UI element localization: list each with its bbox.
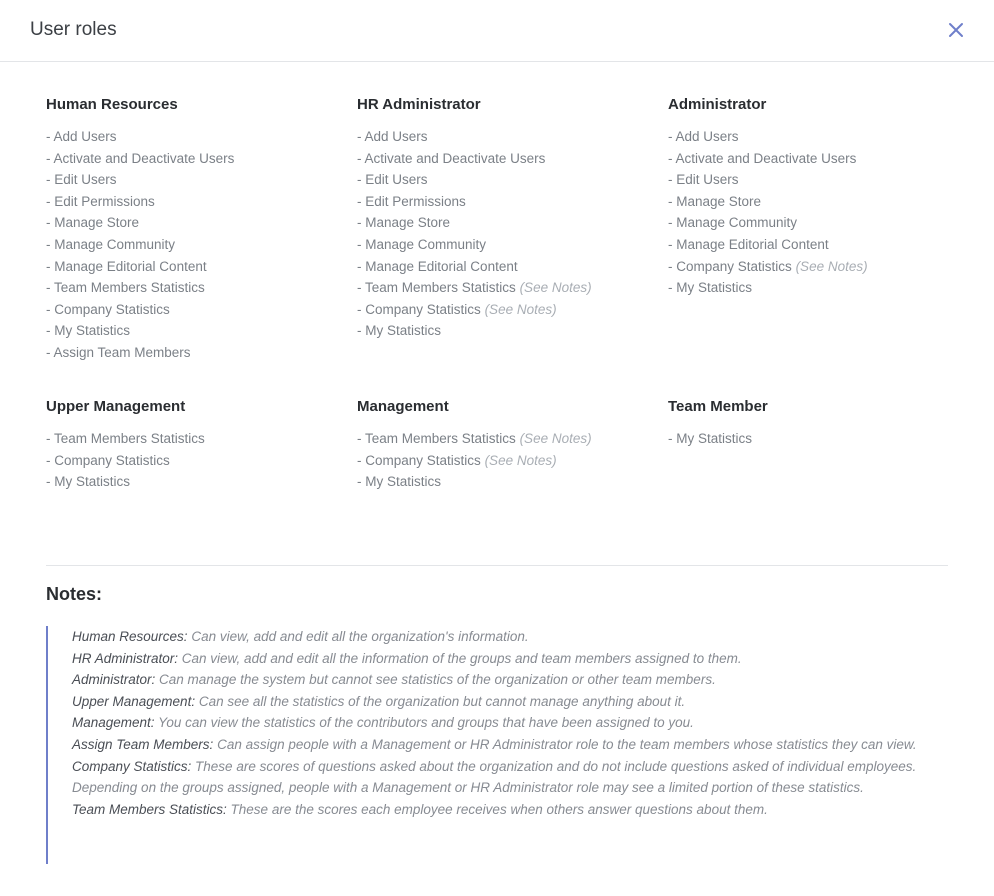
- note-text: These are scores of questions asked about the organization and do not include questions asked of individual employees. Depending on the groups assigned, people with a Management or HR Administrator role may see a limited portion of these statistics.: [72, 758, 917, 796]
- permission-item: [46, 428, 357, 450]
- permission-label: - Edit Permissions: [357, 193, 466, 209]
- permission-label: - Edit Users: [357, 172, 428, 188]
- permission-item: [46, 212, 357, 234]
- role-human-resources: [46, 96, 357, 398]
- note-term: Upper Management:: [72, 693, 196, 709]
- note-item: [72, 691, 932, 713]
- permission-label: - Manage Editorial Content: [46, 258, 207, 274]
- permission-list: [46, 428, 357, 493]
- permission-item: [357, 169, 668, 191]
- permission-item: [357, 126, 668, 148]
- permission-list: [668, 126, 979, 299]
- note-term: Human Resources:: [72, 629, 188, 644]
- close-icon[interactable]: [948, 22, 964, 38]
- permission-item: [668, 148, 979, 170]
- permission-label: - Add Users: [357, 129, 428, 144]
- permission-item: [668, 277, 979, 299]
- permission-item: [46, 471, 357, 493]
- permission-label: - Company Statistics: [357, 301, 481, 317]
- role-administrator: [668, 96, 979, 398]
- note-item: [72, 756, 932, 799]
- note-item: [72, 669, 932, 691]
- permission-list: [357, 126, 668, 342]
- permission-item: [357, 277, 668, 299]
- see-notes-link: (See Notes): [484, 301, 557, 317]
- permission-label: - My Statistics: [668, 431, 753, 446]
- note-item: [72, 799, 932, 821]
- see-notes-link: (See Notes): [484, 452, 557, 468]
- permission-label: - My Statistics: [46, 474, 131, 490]
- role-management: [357, 398, 668, 493]
- notes-title: Notes:: [46, 584, 103, 604]
- permission-label: - Activate and Deactivate Users: [46, 150, 235, 166]
- permission-item: [668, 256, 979, 278]
- permission-item: [668, 126, 979, 148]
- permission-item: [357, 256, 668, 278]
- see-notes-link: (See Notes): [519, 431, 592, 446]
- roles-row: [46, 96, 946, 398]
- role-team-member: [668, 398, 979, 493]
- permission-item: [668, 169, 979, 191]
- role-upper-management: [46, 398, 357, 493]
- permission-list: [357, 428, 668, 493]
- role-hr-administrator: [357, 96, 668, 398]
- note-text: Can view, add and edit all the organization's information.: [187, 629, 529, 644]
- permission-label: - Manage Editorial Content: [357, 258, 518, 274]
- permission-label: - My Statistics: [668, 280, 753, 296]
- divider: [46, 565, 948, 566]
- permission-label: - Company Statistics: [668, 258, 792, 274]
- note-term: Team Members Statistics:: [72, 801, 227, 817]
- permission-label: - Company Statistics: [46, 301, 170, 317]
- permission-item: [357, 471, 668, 493]
- permission-item: [357, 191, 668, 213]
- note-text: You can view the statistics of the contributors and groups that have been assigned to you.: [154, 715, 694, 731]
- permission-label: - Manage Community: [668, 215, 798, 231]
- permission-label: - Add Users: [668, 129, 739, 144]
- permission-label: - My Statistics: [357, 474, 442, 490]
- permission-label: - My Statistics: [46, 323, 131, 339]
- modal-header: [0, 0, 994, 62]
- permission-item: [668, 212, 979, 234]
- note-item: [72, 626, 932, 648]
- permission-label: - Team Members Statistics: [46, 280, 205, 296]
- note-text: These are the scores each employee receives when others answer questions about them.: [226, 801, 768, 817]
- note-text: Can view, add and edit all the information of the groups and team members assigned to them.: [178, 650, 742, 666]
- permission-label: - My Statistics: [357, 323, 442, 339]
- permission-item: [46, 342, 357, 364]
- permission-item: [46, 234, 357, 256]
- role-title: Team Member: [668, 398, 768, 415]
- role-title: Management: [357, 398, 449, 415]
- note-item: [72, 648, 932, 670]
- permission-label: - Manage Store: [668, 193, 762, 209]
- permission-item: [668, 428, 979, 450]
- permission-label: - Edit Users: [46, 172, 117, 188]
- role-title: HR Administrator: [357, 96, 481, 113]
- permission-label: - Assign Team Members: [46, 344, 191, 360]
- permission-item: [46, 126, 357, 148]
- permission-label: - Manage Editorial Content: [668, 236, 829, 252]
- permission-item: [46, 450, 357, 472]
- permission-label: - Manage Store: [357, 215, 451, 231]
- role-title: Human Resources: [46, 96, 178, 113]
- note-term: Management:: [72, 715, 155, 731]
- permission-item: [46, 299, 357, 321]
- permission-label: - Team Members Statistics: [46, 431, 205, 446]
- permission-item: [46, 191, 357, 213]
- permission-label: - Manage Store: [46, 215, 140, 231]
- permission-list: [668, 428, 979, 450]
- permission-label: - Company Statistics: [357, 452, 481, 468]
- note-term: Company Statistics:: [72, 758, 192, 774]
- permission-label: - Manage Community: [357, 236, 487, 252]
- permission-item: [357, 428, 668, 450]
- modal-title: User roles: [30, 19, 117, 40]
- permission-label: - Edit Permissions: [46, 193, 155, 209]
- notes-block: [46, 626, 932, 864]
- note-term: Assign Team Members:: [72, 736, 214, 752]
- permission-item: [46, 256, 357, 278]
- permission-item: [357, 320, 668, 342]
- see-notes-link: (See Notes): [519, 280, 592, 296]
- permission-item: [46, 320, 357, 342]
- permission-item: [357, 212, 668, 234]
- permission-label: - Team Members Statistics: [357, 431, 516, 446]
- note-term: Administrator:: [72, 672, 156, 688]
- note-term: HR Administrator:: [72, 650, 179, 666]
- permission-item: [668, 234, 979, 256]
- permission-label: - Add Users: [46, 129, 117, 144]
- see-notes-link: (See Notes): [795, 258, 868, 274]
- permission-label: - Company Statistics: [46, 452, 170, 468]
- permission-label: - Activate and Deactivate Users: [357, 150, 546, 166]
- permission-item: [46, 148, 357, 170]
- permission-label: - Edit Users: [668, 172, 739, 188]
- permission-item: [357, 299, 668, 321]
- permission-item: [357, 234, 668, 256]
- note-text: Can see all the statistics of the organization but cannot manage anything about it.: [195, 693, 686, 709]
- permission-item: [46, 277, 357, 299]
- permission-label: - Activate and Deactivate Users: [668, 150, 857, 166]
- note-item: [72, 734, 932, 756]
- roles-grid: [46, 96, 946, 493]
- permission-list: [46, 126, 357, 364]
- role-title: Administrator: [668, 96, 767, 113]
- role-title: Upper Management: [46, 398, 186, 415]
- note-item: [72, 712, 932, 734]
- permission-item: [357, 148, 668, 170]
- permission-label: - Manage Community: [46, 236, 176, 252]
- note-text: Can assign people with a Management or HR Administrator role to the team members whose statistics they can view.: [213, 736, 917, 752]
- roles-row: [46, 398, 946, 493]
- permission-item: [357, 450, 668, 472]
- permission-item: [46, 169, 357, 191]
- permission-item: [668, 191, 979, 213]
- permission-label: - Team Members Statistics: [357, 280, 516, 296]
- note-text: Can manage the system but cannot see statistics of the organization or other team members.: [155, 672, 716, 688]
- close-button[interactable]: [944, 18, 968, 42]
